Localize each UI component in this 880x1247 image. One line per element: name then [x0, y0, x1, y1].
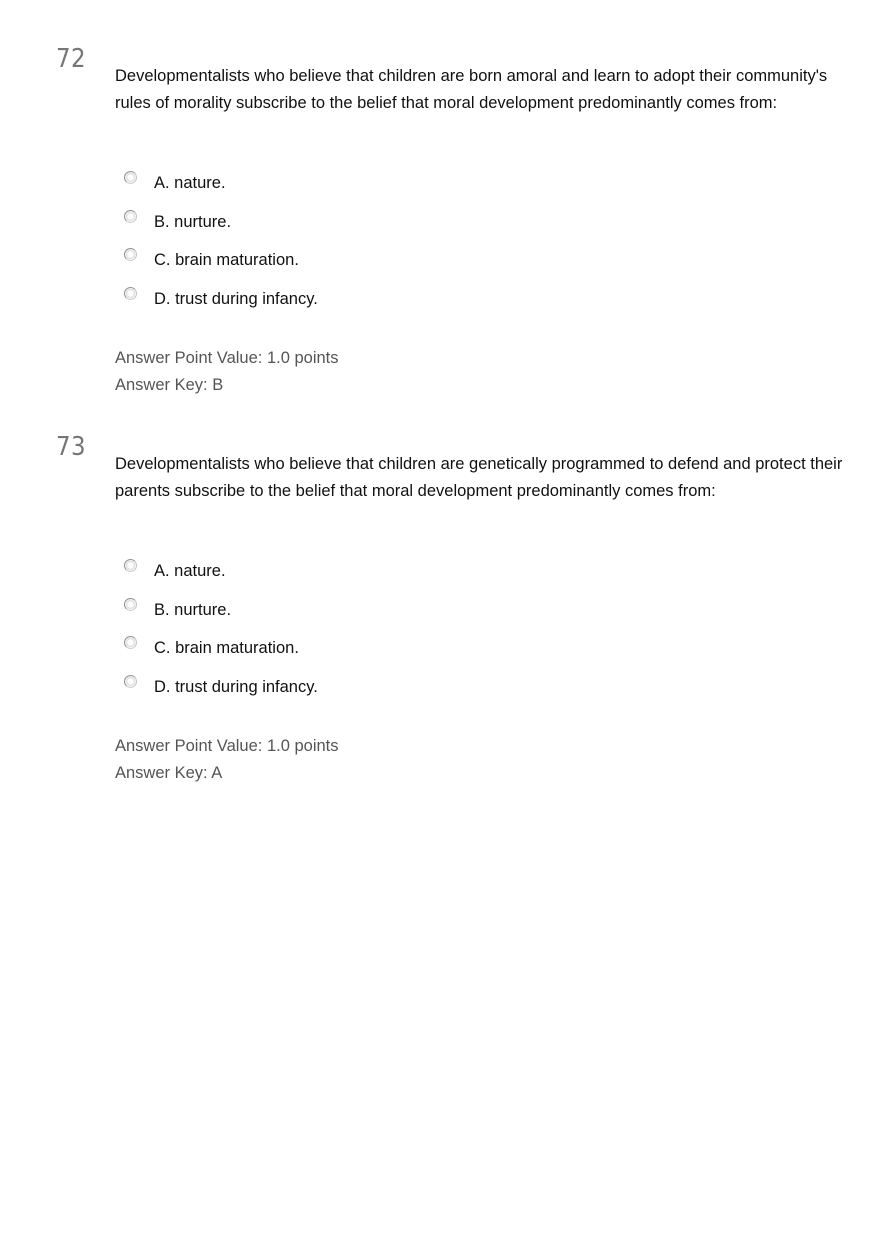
radio-button[interactable] — [124, 248, 137, 261]
radio-button[interactable] — [124, 598, 137, 611]
answer-meta — [115, 733, 339, 787]
radio-button[interactable] — [124, 210, 137, 223]
option-label: A. nature. — [154, 562, 226, 580]
option-label: B. nurture. — [154, 600, 232, 619]
radio-button[interactable] — [124, 287, 137, 300]
option-label: B. nurture. — [154, 212, 232, 231]
answer-meta — [115, 345, 339, 399]
question-number: 73 — [56, 432, 87, 462]
question-text: Developmentalists who believe that children are born amoral and learn to adopt their community's rules of morality subscribe to the belief that moral development predominantly comes from: — [115, 67, 828, 112]
option-label: D. trust during infancy. — [154, 677, 318, 696]
option-label: D. trust during infancy. — [154, 289, 318, 308]
radio-button[interactable] — [124, 559, 137, 572]
answer-point-value: Answer Point Value: 1.0 points — [115, 737, 339, 755]
option-label: C. brain maturation. — [154, 251, 299, 269]
radio-button[interactable] — [124, 675, 137, 688]
answer-key: Answer Key: B — [115, 376, 224, 394]
radio-button[interactable] — [124, 636, 137, 649]
answer-point-value: Answer Point Value: 1.0 points — [115, 349, 339, 367]
radio-button[interactable] — [124, 171, 137, 184]
question-text: Developmentalists who believe that children are genetically programmed to defend and protect their parents subscribe to the belief that moral development predominantly comes from: — [115, 455, 843, 500]
option-label: A. nature. — [154, 174, 226, 192]
answer-key: Answer Key: A — [115, 764, 223, 782]
option-label: C. brain maturation. — [154, 639, 299, 657]
question-number: 72 — [56, 44, 87, 74]
